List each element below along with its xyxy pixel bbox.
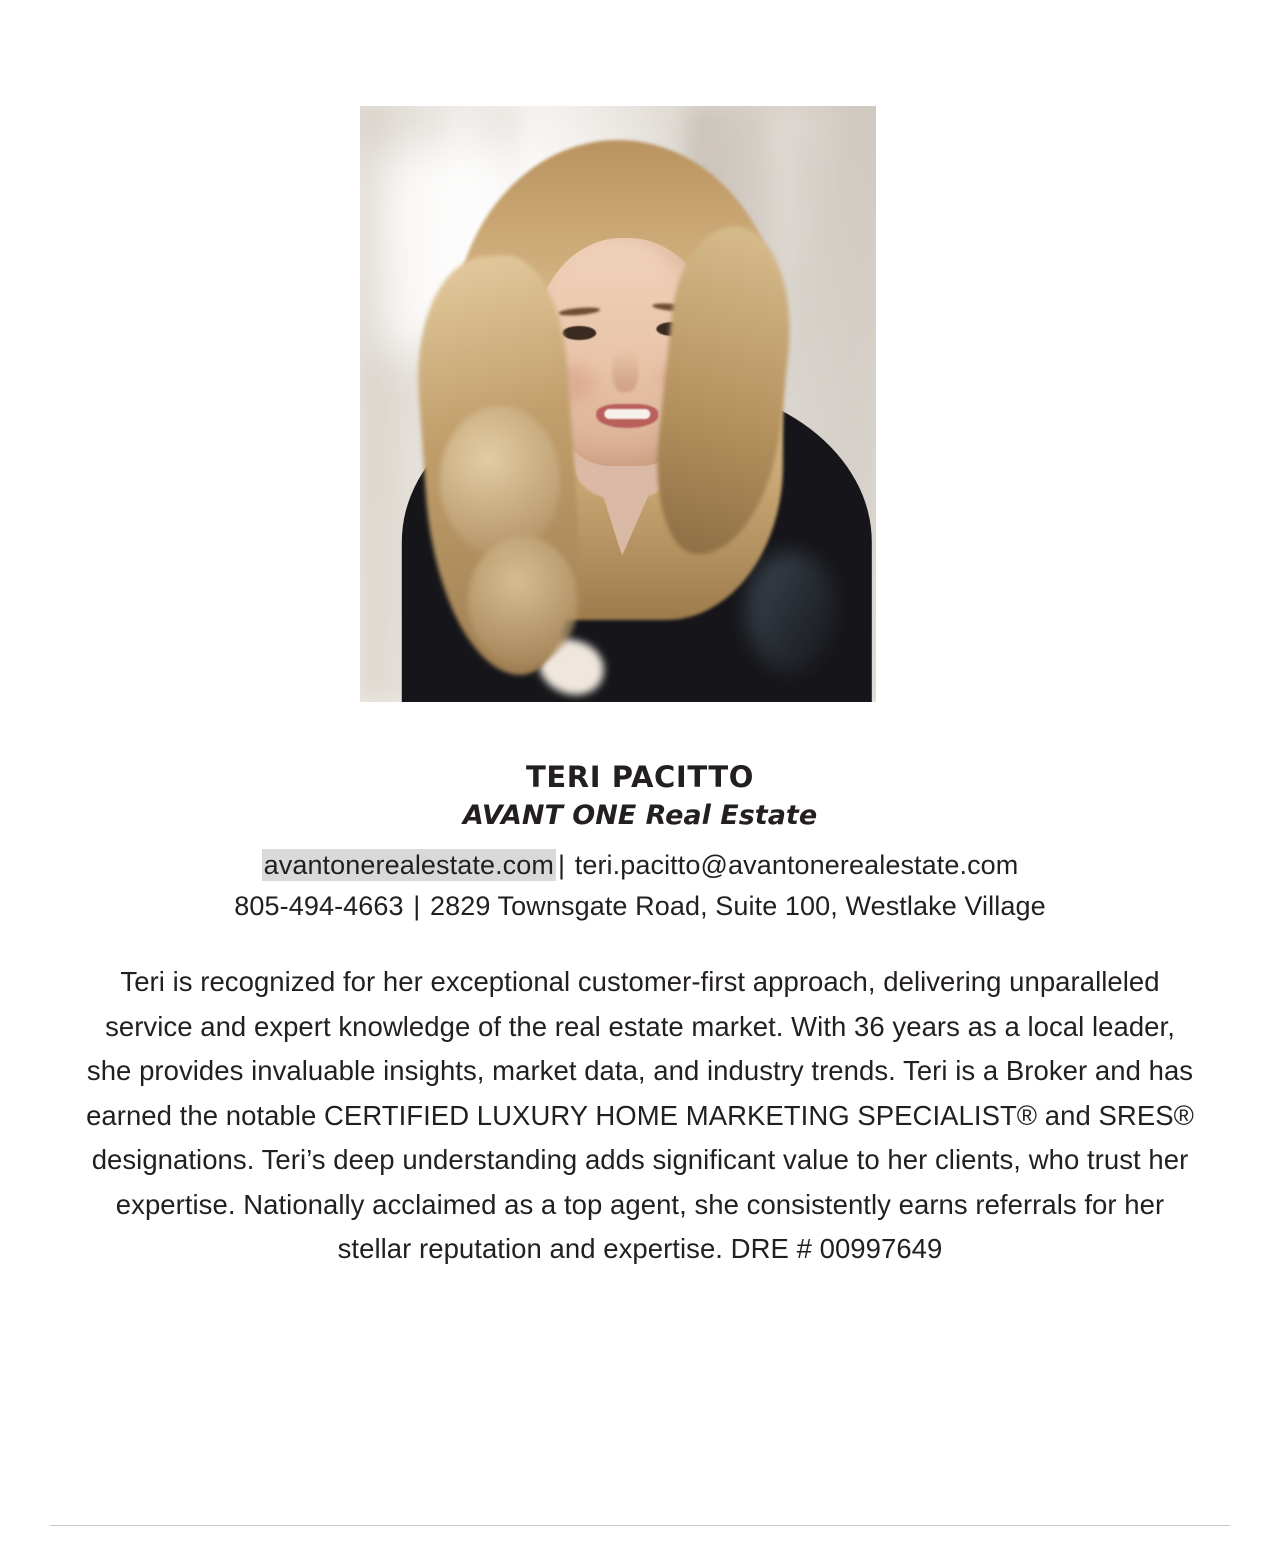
agent-photo xyxy=(360,106,876,702)
footer-divider xyxy=(50,1525,1230,1526)
portrait-nose xyxy=(612,350,638,392)
agent-photo-image xyxy=(360,106,876,702)
agent-phone[interactable]: 805-494-4663 xyxy=(234,890,404,921)
agent-email-link[interactable]: teri.pacitto@avantonerealestate.com xyxy=(574,850,1019,880)
portrait-hair-curl xyxy=(468,536,578,666)
agent-brokerage: AVANT ONE Real Estate xyxy=(462,800,818,831)
contact-separator: | xyxy=(413,890,421,921)
portrait-eyebrow xyxy=(558,306,600,317)
agent-name: TERI PACITTO xyxy=(526,760,754,794)
agent-bio: Teri is recognized for her exceptional customer-first approach, delivering unparalleled service and expert knowledge of the real estate market. With 36 years as a local leader, she provides invaluable insights, market data, and industry trends. Teri is a Broker and has earned the notable CERTIFIED LUXURY HOME MARKETING SPECIALIST® and SRES® designations. Teri’s deep understanding adds significant value to her clients, who trust her expertise. Nationally acclaimed as a top agent, she consistently earns referrals for her stellar reputation and expertise. DRE # 00997649 xyxy=(86,966,1194,1265)
contact-separator: | xyxy=(558,850,566,880)
agent-address: 2829 Townsgate Road, Suite 100, Westlake Village xyxy=(429,890,1046,921)
portrait-eye xyxy=(562,326,596,340)
portrait-hair-curl xyxy=(440,406,560,556)
portrait-teeth xyxy=(604,409,650,419)
portrait-arm-highlight xyxy=(746,552,836,672)
contact-line-phone-address xyxy=(0,886,1280,927)
agent-website-link[interactable]: avantonerealestate.com xyxy=(263,850,554,880)
contact-line-web-email xyxy=(0,845,1280,886)
portrait-mouth xyxy=(596,404,658,428)
agent-details xyxy=(0,760,1280,1272)
